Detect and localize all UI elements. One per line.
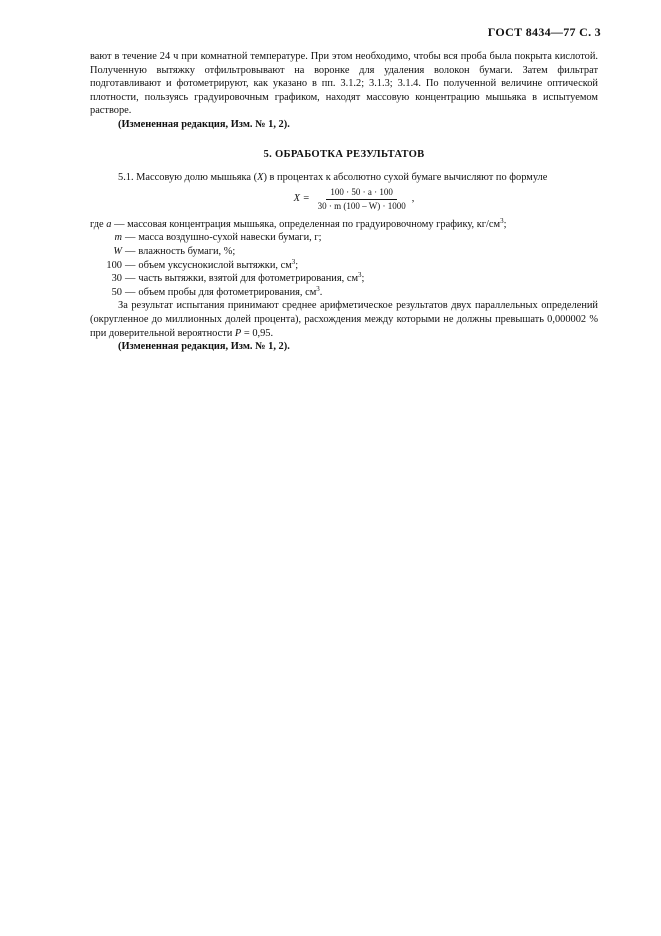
legend-symbol: m — [114, 232, 122, 244]
legend-symbol: 100 — [106, 259, 122, 271]
formula-numerator: 100 · 50 · a · 100 — [326, 187, 397, 200]
intro-revision-note: (Измененная редакция, Изм. № 1, 2). — [118, 118, 290, 130]
page-header: ГОСТ 8434—77 С. 3 — [487, 25, 601, 39]
formula-fraction — [314, 187, 410, 212]
legend-row — [90, 218, 598, 232]
section-title: 5. ОБРАБОТКА РЕЗУЛЬТАТОВ — [263, 148, 425, 160]
legend-symbol: 30 — [111, 273, 122, 285]
legend-prefix: где — [90, 218, 104, 230]
legend-row — [90, 245, 598, 259]
legend-dash: — — [125, 259, 136, 271]
legend-symbol-cell — [90, 231, 125, 245]
legend-text — [127, 218, 506, 232]
legend-sup: 3 — [500, 216, 504, 225]
legend-text — [138, 286, 322, 300]
clause-5-1-text-before: 5.1. Массовую долю мышьяка ( — [118, 172, 258, 184]
legend-end: . — [319, 286, 323, 298]
legend — [90, 218, 598, 300]
legend-symbol: W — [113, 245, 122, 257]
legend-text: масса воздушно-сухой навески бумаги, г; — [138, 232, 322, 244]
legend-end: ; — [295, 259, 299, 271]
result-var: P — [234, 327, 242, 339]
legend-dash: — — [125, 245, 136, 257]
legend-end: ; — [503, 218, 507, 230]
clause-5-1 — [90, 171, 598, 185]
result-text-after: = 0,95. — [241, 327, 274, 339]
formula-denominator: 30 · m (100 – W) · 1000 — [317, 200, 406, 211]
legend-dash: — — [125, 273, 136, 285]
result-revision-note: (Измененная редакция, Изм. № 1, 2). — [118, 341, 290, 353]
legend-dash: — — [114, 218, 125, 230]
legend-symbol: 50 — [111, 286, 122, 298]
legend-end: ; — [361, 273, 365, 285]
legend-sup: 3 — [358, 271, 362, 280]
result-paragraph — [90, 299, 598, 340]
legend-row — [90, 259, 598, 273]
legend-row — [90, 231, 598, 245]
legend-text — [138, 259, 298, 273]
clause-5-1-var: X — [257, 172, 264, 184]
legend-text-body: массовая концентрация мышьяка, определенная по градуировочному графику, кг/см — [127, 218, 501, 230]
legend-text-body: часть вытяжки, взятой для фотометрирования, см — [138, 273, 359, 285]
intro-paragraph: вают в течение 24 ч при комнатной температуре. При этом необходимо, чтобы вся проба была покрыта кислотой. Полученную вытяжку отфильтровывают на воронке для удаления волокон бумаги. Затем фильтрат подготавливают и фотометрируют, как указано в пп. 3.1.2; 3.1.3; 3.1.4. По полученной величине оптической плотности, пользуясь градуировочным графиком, находят массовую концентрацию мышьяка в испытуемом растворе. — [90, 51, 598, 117]
legend-dash: — — [125, 232, 136, 244]
formula-lhs: X = — [293, 193, 310, 205]
legend-sup: 3 — [316, 284, 320, 293]
legend-sup: 3 — [291, 257, 296, 266]
result-text-before: За результат испытания принимают среднее арифметическое результатов двух параллельных определений (округленное до миллионных долей процента), расхождения между которыми не должны превышать 0,000002 % при доверительной вероятности — [90, 300, 598, 339]
formula — [110, 187, 598, 212]
legend-text: влажность бумаги, %; — [138, 245, 236, 257]
document-body — [90, 50, 598, 354]
legend-text-body: объем пробы для фотометрирования, см — [138, 286, 317, 298]
legend-symbol: a — [106, 218, 112, 230]
legend-text — [138, 272, 364, 286]
clause-5-1-text-after: ) в процентах к абсолютно сухой бумаге вычисляют по формуле — [263, 172, 548, 184]
legend-row — [90, 272, 598, 286]
legend-dash: — — [125, 286, 136, 298]
legend-symbol-cell — [90, 245, 125, 259]
legend-row — [90, 286, 598, 300]
legend-text-body: объем уксуснокислой вытяжки, см — [138, 259, 292, 271]
formula-tail: , — [411, 193, 415, 205]
